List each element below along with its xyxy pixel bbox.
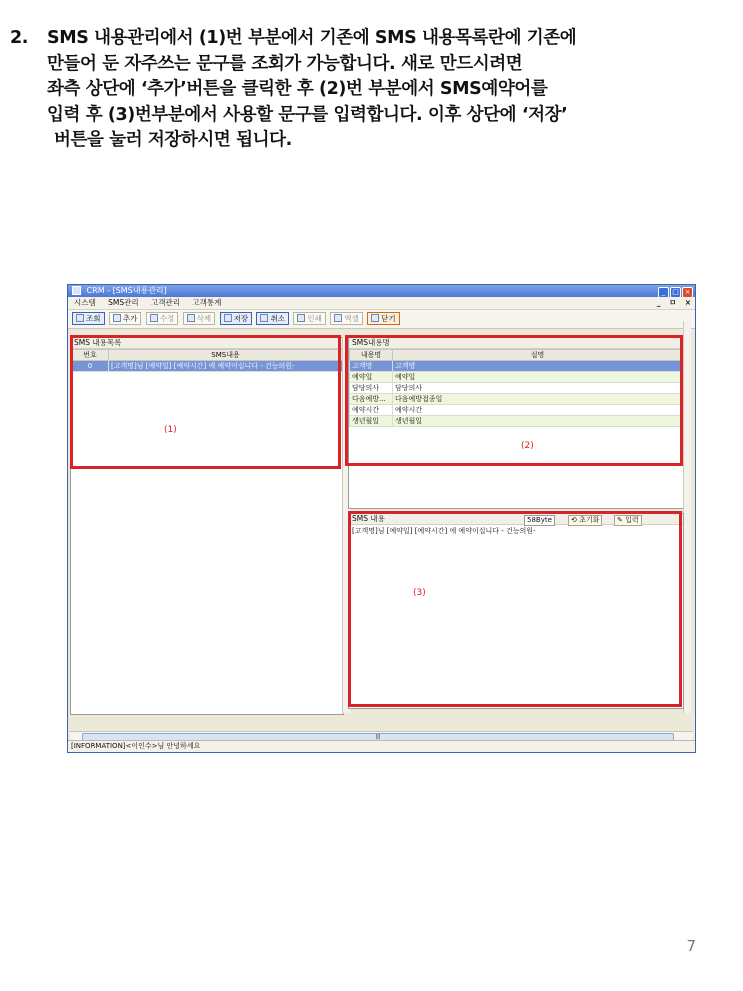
status-bar: [INFORMATION]<이인수>님 안녕하세요 xyxy=(68,740,695,752)
menu-statistics[interactable]: 고객통계 xyxy=(192,298,222,307)
add-icon xyxy=(113,314,121,322)
print-icon xyxy=(297,314,305,322)
cell-description: 고객명 xyxy=(393,361,683,372)
mdi-minimize-button[interactable]: _ xyxy=(656,298,661,307)
menu-sms[interactable]: SMS관리 xyxy=(108,298,139,307)
mdi-restore-button[interactable]: ㅁ xyxy=(669,298,677,307)
window-title: CRM - [SMS내용관리] xyxy=(86,286,167,295)
mdi-close-button[interactable]: × xyxy=(684,298,691,307)
instructions xyxy=(10,26,740,154)
column-header[interactable]: SMS내용 xyxy=(109,350,343,361)
edit-button[interactable]: 수정 xyxy=(146,312,179,325)
search-icon xyxy=(76,314,84,322)
right-scrollbar[interactable] xyxy=(683,321,691,713)
close-button[interactable]: × xyxy=(682,287,693,298)
save-icon xyxy=(224,314,232,322)
toolbar xyxy=(68,310,695,329)
cell-keyword: 생년월일 xyxy=(350,416,393,427)
cancel-icon xyxy=(260,314,268,322)
column-header[interactable]: 내용명 xyxy=(350,350,393,361)
instruction-line: SMS 내용관리에서 (1)번 부분에서 기존에 SMS 내용목록란에 기존에 xyxy=(47,28,577,48)
cell-keyword: 담당의사 xyxy=(350,383,393,394)
cell-number: 0 xyxy=(72,361,109,372)
cell-description: 예약일 xyxy=(393,372,683,383)
sms-content-textarea[interactable]: [고객명]님 [예약일] [예약시간] 에 예약이십니다 - 건능의원- xyxy=(352,527,536,535)
step-number: 2. xyxy=(10,28,29,48)
menu-customer[interactable]: 고객관리 xyxy=(151,298,180,307)
highlight-box-1 xyxy=(70,335,341,469)
highlight-label-1: (1) xyxy=(164,425,177,435)
page-number: 7 xyxy=(686,937,696,955)
excel-icon xyxy=(334,314,342,322)
print-button[interactable]: 인쇄 xyxy=(293,312,326,325)
delete-icon xyxy=(187,314,195,322)
save-button[interactable]: 저장 xyxy=(220,312,253,325)
edit-icon xyxy=(150,314,158,322)
close-window-button[interactable]: 닫기 xyxy=(367,312,400,325)
door-icon xyxy=(371,314,379,322)
highlight-label-2: (2) xyxy=(521,441,534,451)
cell-description: 예약시간 xyxy=(393,405,683,416)
reset-icon: ⟲ xyxy=(571,516,577,524)
cell-keyword: 예약일 xyxy=(350,372,393,383)
byte-counter: 58Byte xyxy=(524,515,555,526)
crm-window xyxy=(67,284,696,753)
instruction-line: 좌측 상단에 ‘추가’버튼을 클릭한 후 (2)번 부분에서 SMS예약어를 xyxy=(47,79,548,99)
cell-description: 다음예방접종일 xyxy=(393,394,683,405)
sms-keyword-title: SMS내용명 xyxy=(349,338,683,349)
reset-button[interactable]: ⟲ 초기화 xyxy=(568,515,602,526)
highlight-box-3 xyxy=(348,511,682,707)
instruction-line: 만들어 둔 자주쓰는 문구를 조회가 가능합니다. 새로 만드시려면 xyxy=(47,53,523,74)
minimize-button[interactable]: _ xyxy=(658,287,669,298)
menu-bar xyxy=(68,297,695,310)
title-bar[interactable] xyxy=(68,285,695,297)
cell-description: 담당의사 xyxy=(393,383,683,394)
instruction-line: 입력 후 (3)번부분에서 사용할 문구를 입력합니다. 이후 상단에 ‘저장’ xyxy=(47,104,568,125)
add-button[interactable]: 추가 xyxy=(109,312,142,325)
excel-button[interactable]: 엑셀 xyxy=(330,312,363,325)
maximize-button[interactable]: □ xyxy=(670,287,681,298)
cell-keyword: 고객명 xyxy=(350,361,393,372)
sms-content-title: SMS 내용 xyxy=(349,514,683,525)
column-header[interactable]: 설명 xyxy=(393,350,683,361)
input-button[interactable]: ✎ 입력 xyxy=(614,515,642,526)
cell-keyword: 예약시간 xyxy=(350,405,393,416)
cell-description: 생년월일 xyxy=(393,416,683,427)
cell-keyword: 다음예방... xyxy=(350,394,393,405)
highlight-label-3: (3) xyxy=(413,588,426,598)
search-button[interactable]: 조회 xyxy=(72,312,105,325)
horizontal-scrollbar[interactable] xyxy=(70,731,693,740)
column-header[interactable]: 번호 xyxy=(72,350,109,361)
scroll-thumb[interactable]: ||| xyxy=(82,733,674,741)
app-icon xyxy=(72,286,81,295)
menu-system[interactable]: 시스템 xyxy=(74,298,96,307)
delete-button[interactable]: 삭제 xyxy=(183,312,216,325)
highlight-box-2 xyxy=(345,335,683,466)
pencil-icon: ✎ xyxy=(617,516,623,524)
cell-sms-content: [고객명]님 [예약일] [예약시간] 에 예약이십니다 - 건능의원- xyxy=(109,361,343,372)
sms-list-title: SMS 내용목록 xyxy=(71,338,343,349)
cancel-button[interactable]: 취소 xyxy=(256,312,289,325)
instruction-line: 버튼을 눌러 저장하시면 됩니다. xyxy=(54,130,292,150)
